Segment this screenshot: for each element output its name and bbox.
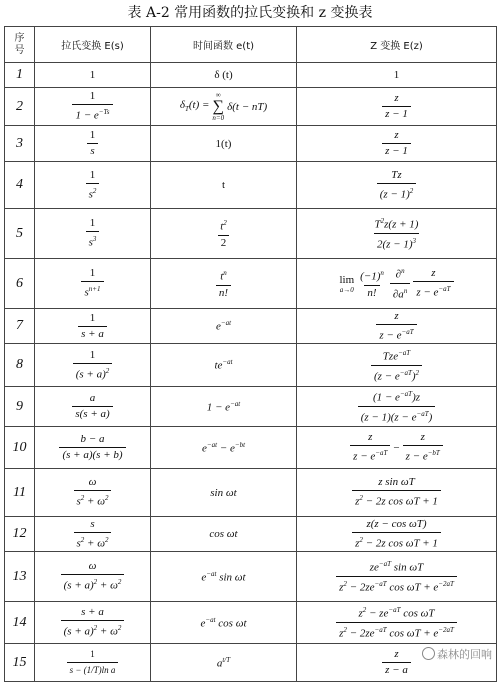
z-cell: $\frac{T^2z(z + 1)}{2(z - 1)^3}$ (297, 209, 497, 259)
row-index: 9 (5, 387, 35, 427)
laplace-cell: $\frac{1}{s + a}$ (35, 309, 151, 344)
laplace-cell: $\frac{1}{s^{n+1}}$ (35, 259, 151, 309)
table-row (5, 126, 497, 162)
time-cell: cos ωt (151, 517, 297, 552)
row-index: 13 (5, 552, 35, 602)
row-index: 1 (5, 63, 35, 88)
laplace-cell: $\frac{s + a}{(s + a)^2 + \omega^2}$ (35, 602, 151, 644)
laplace-cell: $\frac{1}{\text{s − (1/T)ln a}}$ (35, 644, 151, 682)
z-cell: $\frac{z}{z - 1}$ (297, 88, 497, 126)
row-index: 7 (5, 309, 35, 344)
z-cell: $\frac{Tze^{-aT}}{(z - e^{-aT})^2}$ (297, 344, 497, 387)
z-cell: $\frac{(1 - e^{-aT})z}{(z - 1)(z - e^{-aT})}$ (297, 387, 497, 427)
time-cell: $e^{-at} - e^{-bt}$ (151, 427, 297, 469)
table-row (5, 309, 497, 344)
laplace-cell: $\frac{b - a}{(s + a)(s + b)}$ (35, 427, 151, 469)
laplace-cell: $\frac{\omega}{s^2 + \omega^2}$ (35, 469, 151, 517)
time-cell: $e^{-at}$ cos ωt (151, 602, 297, 644)
time-cell: 1(t) (151, 126, 297, 162)
z-cell: $\frac{z}{z - e^{-aT}}$ (297, 309, 497, 344)
z-cell: $\frac{Tz}{(z - 1)^2}$ (297, 162, 497, 209)
table-row (5, 387, 497, 427)
watermark: 森林的回响 (422, 646, 492, 662)
row-index: 3 (5, 126, 35, 162)
header-row (5, 27, 497, 63)
time-cell: δ (t) (151, 63, 297, 88)
header-index: 序 号 (5, 27, 35, 63)
row-index: 10 (5, 427, 35, 469)
laplace-cell: 1 (35, 63, 151, 88)
table-row (5, 344, 497, 387)
table-row (5, 209, 497, 259)
table-row (5, 427, 497, 469)
z-cell: $\frac{z}{z - e^{-aT}}$ − $\frac{z}{z - e^{-bT}}$ (297, 427, 497, 469)
z-cell: $\frac{z^2 - ze^{-aT} \cos \omega T}{z^2 - 2ze^{-aT} \cos \omega T + e^{-2aT}}$ (297, 602, 497, 644)
z-cell: $\frac{\text{z sin ωT}}{z^2 - 2z \cos \omega T + 1}$ (297, 469, 497, 517)
time-cell: sin ωt (151, 469, 297, 517)
table-row (5, 259, 497, 309)
table-row (5, 517, 497, 552)
table-row (5, 162, 497, 209)
time-cell: $te^{-at}$ (151, 344, 297, 387)
z-cell: lim a→0 $\frac{(-1)^n}{n!}$ $\frac{\partial^n}{\partial a^n}$ $\frac{z}{z - e^{-aT}}$ (297, 259, 497, 309)
row-index: 8 (5, 344, 35, 387)
time-cell: $\frac{t^n}{n!}$ (151, 259, 297, 309)
time-cell: t (151, 162, 297, 209)
table-row (5, 469, 497, 517)
header-z: Z 变换 E(z) (297, 27, 497, 63)
row-index: 14 (5, 602, 35, 644)
table-row (5, 88, 497, 126)
table-row (5, 602, 497, 644)
row-index: 15 (5, 644, 35, 682)
table-row (5, 552, 497, 602)
time-cell: $e^{-at}$ sin ωt (151, 552, 297, 602)
row-index: 5 (5, 209, 35, 259)
time-cell: $\delta_T(t)$ = ∞ ∑ n=0 δ(t − nT) (151, 88, 297, 126)
z-cell: $\frac{z}{z - a}$ (297, 644, 497, 682)
laplace-cell: $\frac{1}{(s + a)^2}$ (35, 344, 151, 387)
table-title: 表 A-2 常用函数的拉氏变换和 z 变换表 (127, 5, 373, 21)
z-cell: $\frac{\text{z(z − cos ωT)}}{z^2 - 2z \cos \omega T + 1}$ (297, 517, 497, 552)
row-index: 11 (5, 469, 35, 517)
laplace-cell: $\frac{1}{s^3}$ (35, 209, 151, 259)
time-cell: $\frac{t^2}{2}$ (151, 209, 297, 259)
laplace-cell: $\frac{1}{1 - e^{-Ts}}$ (35, 88, 151, 126)
watermark-logo-icon (422, 647, 435, 660)
z-cell: $\frac{z}{z - 1}$ (297, 126, 497, 162)
laplace-cell: $\frac{a}{s(s + a)}$ (35, 387, 151, 427)
time-cell: $a^{t/T}$ (151, 644, 297, 682)
header-time: 时间函数 e(t) (151, 27, 297, 63)
time-cell: $e^{-at}$ (151, 309, 297, 344)
laplace-cell: $\frac{\omega}{(s + a)^2 + \omega^2}$ (35, 552, 151, 602)
z-cell: $\frac{ze^{-aT} \sin \omega T}{z^2 - 2ze^{-aT} \cos \omega T + e^{-2aT}}$ (297, 552, 497, 602)
row-index: 6 (5, 259, 35, 309)
row-index: 12 (5, 517, 35, 552)
table-row (5, 63, 497, 88)
transform-table (4, 26, 497, 682)
time-cell: $1 - e^{-at}$ (151, 387, 297, 427)
laplace-cell: $\frac{1}{s^2}$ (35, 162, 151, 209)
row-index: 4 (5, 162, 35, 209)
header-laplace: 拉氏变换 E(s) (35, 27, 151, 63)
laplace-cell: $\frac{1}{s}$ (35, 126, 151, 162)
row-index: 2 (5, 88, 35, 126)
laplace-cell: $\frac{s}{s^2 + \omega^2}$ (35, 517, 151, 552)
z-cell: 1 (297, 63, 497, 88)
